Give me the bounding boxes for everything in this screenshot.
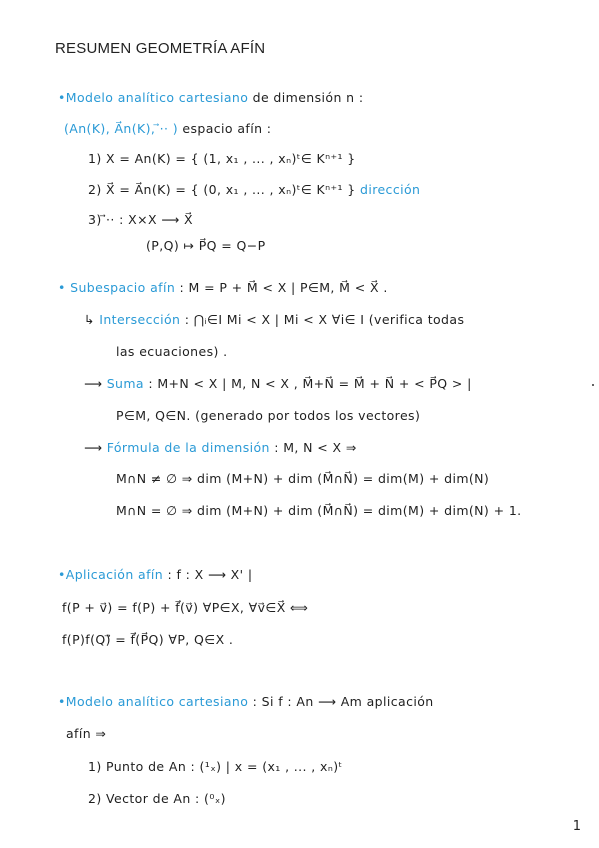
formula-case-empty: M∩N = ∅ ⇒ dim (M+N) + dim (M⃗∩N⃗) = dim(M) + dim(N) + 1. bbox=[116, 503, 522, 518]
section-heading-subespacio bbox=[58, 280, 388, 295]
heading-aplicacion-rest: : f : X ⟶ X' | bbox=[163, 567, 253, 582]
right-arrow-icon: ⟶ bbox=[84, 440, 103, 455]
page-number: 1 bbox=[572, 819, 581, 834]
item-3-map: 3) ⃗·· : X×X ⟶ X⃗ bbox=[88, 212, 193, 227]
section-heading-modelo bbox=[58, 90, 363, 105]
section-heading-modelo-aplicacion bbox=[58, 694, 434, 709]
suma-cont: P∈M, Q∈N. (generado por todos los vectores) bbox=[116, 408, 421, 423]
item-3-map-def: (P,Q) ↦ P⃗Q = Q−P bbox=[146, 238, 266, 253]
formula-case-nonempty: M∩N ≠ ∅ ⇒ dim (M+N) + dim (M⃗∩N⃗) = dim(M) + dim(N) bbox=[116, 471, 490, 486]
interseccion-text: : ⋂ᵢ∈I Mi < X | Mi < X ∀i∈ I (verifica todas bbox=[180, 312, 465, 327]
item-1-points: 1) X = An(K) = { (1, x₁ , ... , xₙ)ᵗ∈ Kⁿ⁺¹ } bbox=[88, 151, 356, 166]
page-title: RESUMEN GEOMETRÍA AFÍN bbox=[55, 40, 266, 57]
aplicacion-def: f(P + v⃗) = f(P) + f⃗(v⃗) ∀P∈X, ∀v⃗∈X⃗ ⟺ bbox=[62, 600, 309, 615]
heading-subespacio-label: • Subespacio afín bbox=[58, 280, 176, 295]
affine-space-triple: (An(K), A⃗n(K), ⃗·· ) bbox=[64, 121, 179, 136]
formula-label: Fórmula de la dimensión bbox=[106, 440, 270, 455]
heading-modelo-rest: de dimensión n : bbox=[248, 90, 364, 105]
suma-line bbox=[84, 376, 472, 391]
heading-aplicacion-label: •Aplicación afín bbox=[58, 567, 164, 582]
heading-modelo-aplicacion-rest: : Si f : An ⟶ Am aplicación bbox=[248, 694, 434, 709]
stray-dot bbox=[592, 384, 594, 386]
heading-modelo-label: •Modelo analítico cartesiano bbox=[58, 90, 249, 105]
heading-modelo-aplicacion-label: •Modelo analítico cartesiano bbox=[58, 694, 249, 709]
aplicacion-def-2: f(P)f(Q)⃗ = f⃗(P⃗Q) ∀P, Q∈X . bbox=[62, 632, 234, 647]
formula-text: : M, N < X ⇒ bbox=[269, 440, 357, 455]
suma-label: Suma bbox=[106, 376, 144, 391]
direccion-label: dirección bbox=[355, 182, 421, 197]
interseccion-cont: las ecuaciones) . bbox=[116, 344, 228, 359]
section-heading-aplicacion bbox=[58, 567, 252, 582]
item-2-vectors bbox=[88, 182, 420, 197]
heading-subespacio-rest: : M = P + M⃗ < X | P∈M, M⃗ < X⃗ . bbox=[175, 280, 388, 295]
interseccion-line bbox=[84, 312, 464, 327]
punto-coords: 1) Punto de An : (¹ₓ) | x = (x₁ , ... , xₙ)ᵗ bbox=[88, 759, 343, 774]
interseccion-label: Intersección bbox=[99, 312, 181, 327]
vector-coords: 2) Vector de An : (⁰ₓ) bbox=[88, 791, 226, 806]
affine-space-line bbox=[64, 121, 271, 136]
affine-space-label: espacio afín : bbox=[178, 121, 272, 136]
item-2-formula: 2) X⃗ = A⃗n(K) = { (0, x₁ , ... , xₙ)ᵗ∈ Kⁿ⁺¹ } bbox=[88, 182, 356, 197]
corner-arrow-icon: ↳ bbox=[84, 312, 95, 327]
suma-text: : M+N < X | M, N < X , M⃗+N⃗ = M⃗ + N⃗ + < P⃗Q > | bbox=[144, 376, 472, 391]
formula-line bbox=[84, 440, 357, 455]
right-arrow-icon: ⟶ bbox=[84, 376, 103, 391]
afin-implies: afín ⇒ bbox=[66, 726, 107, 741]
